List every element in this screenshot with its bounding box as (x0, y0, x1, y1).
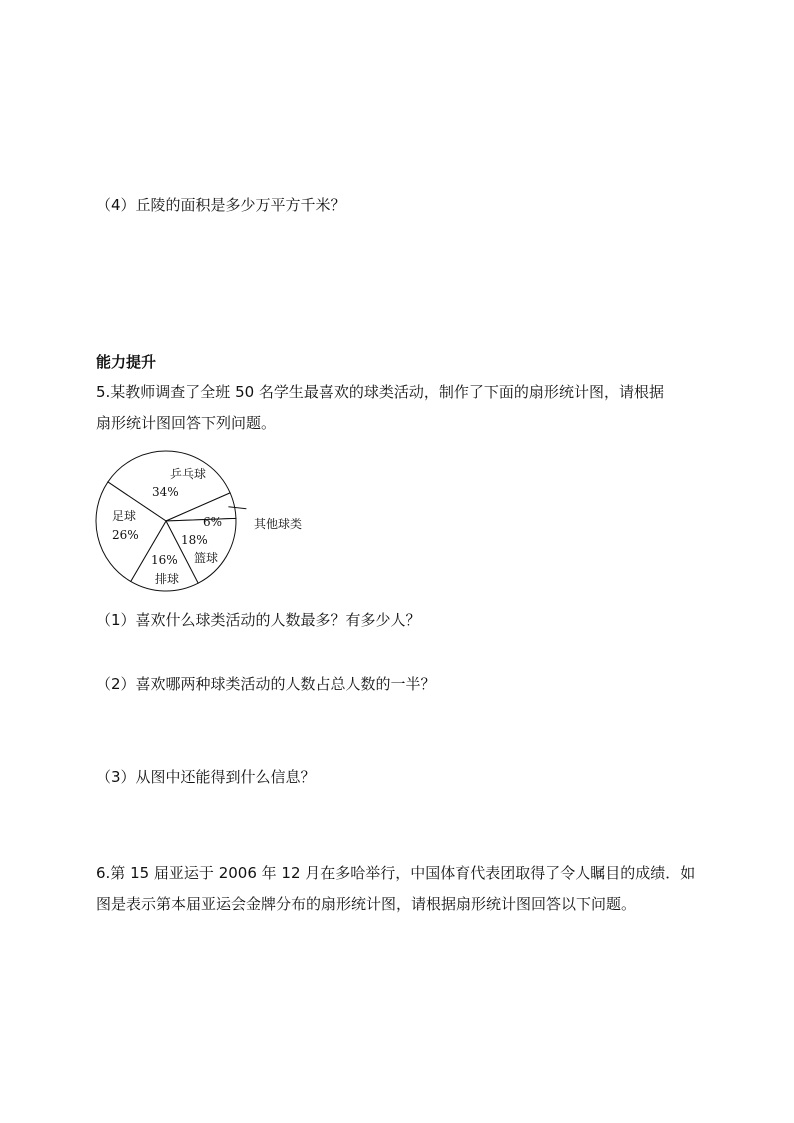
slice-label-name-other: 其他球类 (254, 517, 303, 531)
question-5-sub-1: （1）喜欢什么球类活动的人数最多？有多少人？ (96, 611, 421, 629)
ball-activity-pie-chart (94, 450, 324, 596)
question-5-sub-2: （2）喜欢哪两种球类活动的人数占总人数的一半？ (96, 675, 436, 693)
question-5-line-1: 5.某教师调查了全班 50 名学生最喜欢的球类活动，制作了下面的扇形统计图，请根据 (96, 383, 664, 401)
question-5-sub-3: （3）从图中还能得到什么信息？ (96, 768, 316, 786)
slice-label-value-volleyball: 16% (151, 553, 178, 567)
question-6-line-2: 图是表示第本届亚运会金牌分布的扇形统计图，请根据扇形统计图回答以下问题。 (96, 895, 637, 913)
question-5-line-2: 扇形统计图回答下列问题。 (96, 414, 277, 432)
section-title: 能力提升 (96, 353, 157, 371)
slice-label-value-pingpong: 34% (152, 485, 179, 499)
slice-label-name-basketball: 篮球 (194, 551, 219, 565)
question-4-text: （4）丘陵的面积是多少万平方千米？ (96, 196, 346, 214)
slice-label-name-pingpong: 乒乓球 (170, 467, 207, 481)
question-6-line-1: 6.第 15 届亚运于 2006 年 12 月在多哈举行，中国体育代表团取得了令人瞩目的成绩．如 (96, 864, 696, 882)
slice-label-value-football: 26% (112, 528, 139, 542)
slice-label-name-volleyball: 排球 (155, 572, 180, 586)
slice-label-name-football: 足球 (112, 509, 137, 523)
slice-label-value-basketball: 18% (181, 533, 208, 547)
slice-label-value-other: 6% (203, 515, 223, 529)
